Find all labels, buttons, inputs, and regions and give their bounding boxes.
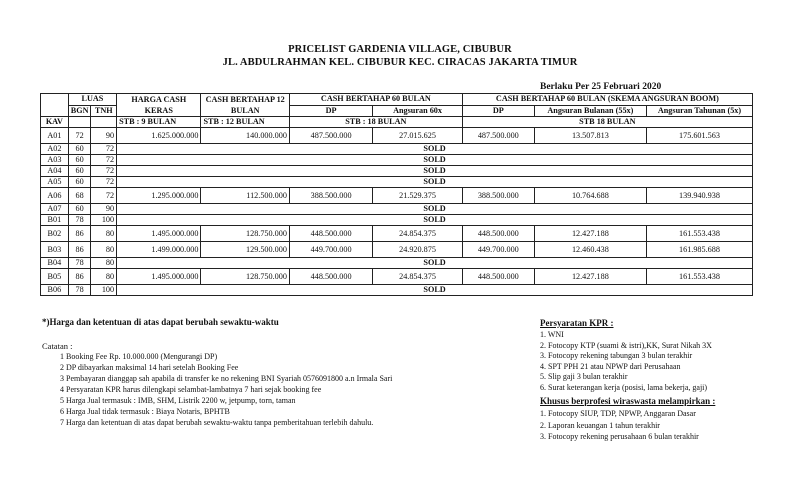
header-kav	[41, 94, 69, 117]
kpr-title: Persyaratan KPR :	[540, 318, 614, 328]
cell-dpb: 487.500.000	[462, 128, 534, 144]
notes-title: Catatan :	[42, 341, 73, 351]
header-cash-12: CASH BERTAHAP 12 BULAN	[201, 94, 289, 117]
cell-bgn: 78	[68, 285, 91, 296]
kpr-item: 5. Slip gaji 3 bulan terakhir	[540, 372, 628, 381]
note-item: 3 Pembayaran dianggap sah apabila di transfer ke no rekening BNI Syariah 0576091800 a.n Irmala Sari	[60, 374, 393, 383]
table-row	[41, 215, 753, 226]
note-item: 2 DP dibayarkan maksimal 14 hari setelah Booking Fee	[60, 363, 239, 372]
cell-c12: 112.500.000	[201, 188, 289, 204]
cell-tnh: 72	[91, 177, 117, 188]
kpr-item: 2. Fotocopy KTP (suami & istri),KK, Surat Nikah 3X	[540, 340, 712, 350]
note-item: 5 Harga Jual termasuk : IMB, SHM, Listrik 2200 w, jetpump, torn, taman	[60, 396, 296, 405]
header-luas: LUAS	[68, 94, 116, 106]
address-line: JL. ABDULRAHMAN KEL. CIBUBUR KEC. CIRACAS JAKARTA TIMUR	[222, 57, 578, 68]
cell-tnh: 72	[91, 155, 117, 166]
wiraswasta-title: Khusus berprofesi wiraswasta melampirkan :	[540, 396, 716, 406]
table-row	[41, 144, 753, 155]
cell-tnh: 100	[91, 285, 117, 296]
cell-kav: A07	[41, 204, 69, 215]
header-bgn: BGN	[68, 105, 91, 117]
table-row	[41, 258, 753, 269]
cell-bul: 10.764.688	[534, 188, 646, 204]
cell-bgn: 86	[68, 226, 91, 242]
header-angsuran-tahunan: Angsuran Tahunan (5x)	[646, 105, 752, 117]
table-row	[41, 242, 753, 258]
cell-tnh: 80	[91, 242, 117, 258]
cell-kav: A04	[41, 166, 69, 177]
stb-18: STB : 18 BULAN	[289, 117, 462, 128]
cell-ang60: 24.854.375	[373, 226, 463, 242]
cell-tnh: 72	[91, 188, 117, 204]
header-angsuran-60x: Angsuran 60x	[373, 105, 463, 117]
cell-kav: B02	[41, 226, 69, 242]
cell-bgn: 78	[68, 215, 91, 226]
cell-ang60: 24.920.875	[373, 242, 463, 258]
header-angsuran-bulanan: Angsuran Bulanan (55x)	[534, 105, 646, 117]
cell-ang60: 21.529.375	[373, 188, 463, 204]
cell-c12: 140.000.000	[201, 128, 289, 144]
cell-keras: 1.625.000.000	[117, 128, 201, 144]
cell-keras: 1.495.000.000	[117, 226, 201, 242]
effective-date: Berlaku Per 25 Februari 2020	[540, 82, 662, 92]
kpr-item: 1. WNI	[540, 330, 564, 339]
cell-sold: SOLD	[117, 258, 753, 269]
cell-bgn: 60	[68, 166, 91, 177]
cell-kav: A02	[41, 144, 69, 155]
cell-dpb: 449.700.000	[462, 242, 534, 258]
header-kav-label: KAV	[41, 117, 69, 128]
cell-tnh: 80	[91, 258, 117, 269]
cell-bgn: 86	[68, 269, 91, 285]
cell-bgn: 60	[68, 177, 91, 188]
cell-bgn: 78	[68, 258, 91, 269]
cell-sold: SOLD	[117, 215, 753, 226]
wiraswasta-item: 1. Fotocopy SIUP, TDP, NPWP, Anggaran Dasar	[540, 409, 696, 418]
table-row	[41, 166, 753, 177]
notes-list	[60, 351, 392, 428]
table-row	[41, 226, 753, 242]
header-cash-60: CASH BERTAHAP 60 BULAN	[289, 94, 462, 106]
cell-dpb: 448.500.000	[462, 226, 534, 242]
cell-dp60: 449.700.000	[289, 242, 372, 258]
wiraswasta-item: 3. Fotocopy rekening perusahaan 6 bulan terakhir	[540, 432, 699, 441]
cell-dp60: 448.500.000	[289, 226, 372, 242]
cell-kav: A06	[41, 188, 69, 204]
stb-9: STB : 9 BULAN	[117, 117, 201, 128]
cell-sold: SOLD	[117, 155, 753, 166]
note-item: 6 Harga Jual tidak termasuk : Biaya Notaris, BPHTB	[60, 407, 230, 416]
cell-tnh: 80	[91, 269, 117, 285]
cell-sold: SOLD	[117, 285, 753, 296]
note-item: 7 Harga dan ketentuan di atas dapat berubah sewaktu-waktu tanpa pemberitahuan terlebih dahulu.	[60, 418, 374, 427]
cell-kav: A05	[41, 177, 69, 188]
empty-cell	[91, 117, 117, 128]
cell-keras: 1.499.000.000	[117, 242, 201, 258]
cell-thn: 139.940.938	[646, 188, 752, 204]
cell-kav: A01	[41, 128, 69, 144]
table-row	[41, 177, 753, 188]
cell-tnh: 100	[91, 215, 117, 226]
price-rows	[41, 128, 753, 296]
stb-18-boom: STB 18 BULAN	[462, 117, 752, 128]
cell-bgn: 86	[68, 242, 91, 258]
kpr-item: 4. SPT PPH 21 atau NPWP dari Perusahaan	[540, 361, 681, 371]
cell-thn: 161.985.688	[646, 242, 752, 258]
cell-thn: 161.553.438	[646, 226, 752, 242]
cell-kav: A03	[41, 155, 69, 166]
cell-tnh: 72	[91, 166, 117, 177]
cell-bgn: 60	[68, 144, 91, 155]
cell-tnh: 80	[91, 226, 117, 242]
cell-bul: 13.507.813	[534, 128, 646, 144]
cell-dp60: 388.500.000	[289, 188, 372, 204]
cell-tnh: 90	[91, 128, 117, 144]
cell-kav: B06	[41, 285, 69, 296]
cell-c12: 128.750.000	[201, 226, 289, 242]
cell-bul: 12.427.188	[534, 226, 646, 242]
cell-dpb: 448.500.000	[462, 269, 534, 285]
empty-cell	[68, 117, 91, 128]
wiraswasta-item: 2. Laporan keuangan 1 tahun terakhir	[540, 420, 660, 430]
cell-bgn: 72	[68, 128, 91, 144]
cell-bgn: 60	[68, 204, 91, 215]
kpr-list	[540, 330, 712, 393]
cell-bgn: 68	[68, 188, 91, 204]
cell-sold: SOLD	[117, 177, 753, 188]
cell-dp60: 448.500.000	[289, 269, 372, 285]
cell-c12: 129.500.000	[201, 242, 289, 258]
table-row	[41, 204, 753, 215]
header-harga-cash-keras: HARGA CASH KERAS	[117, 94, 201, 117]
cell-sold: SOLD	[117, 144, 753, 155]
table-row	[41, 285, 753, 296]
table-row	[41, 128, 753, 144]
cell-dpb: 388.500.000	[462, 188, 534, 204]
cell-sold: SOLD	[117, 204, 753, 215]
cell-ang60: 24.854.375	[373, 269, 463, 285]
header-tnh: TNH	[91, 105, 117, 117]
cell-sold: SOLD	[117, 166, 753, 177]
cell-kav: B04	[41, 258, 69, 269]
cell-tnh: 72	[91, 144, 117, 155]
cell-kav: B05	[41, 269, 69, 285]
table-row	[41, 188, 753, 204]
disclaimer: *)Harga dan ketentuan di atas dapat berubah sewaktu-waktu	[42, 317, 279, 327]
wiraswasta-list	[540, 408, 699, 443]
kpr-item: 6. Surat keterangan kerja (posisi, lama bekerja, gaji)	[540, 382, 708, 392]
cell-kav: B03	[41, 242, 69, 258]
header-dp-boom: DP	[462, 105, 534, 117]
note-item: 4 Persyaratan KPR harus dilengkapi selambat-lambatnya 7 hari sejak booking fee	[60, 385, 322, 394]
cell-tnh: 90	[91, 204, 117, 215]
cell-bgn: 60	[68, 155, 91, 166]
cell-c12: 128.750.000	[201, 269, 289, 285]
cell-ang60: 27.015.625	[373, 128, 463, 144]
table-row	[41, 269, 753, 285]
page-title: PRICELIST GARDENIA VILLAGE, CIBUBUR	[288, 44, 512, 55]
header-cash-60-boom: CASH BERTAHAP 60 BULAN (SKEMA ANGSURAN BOOM)	[462, 94, 752, 106]
price-table	[40, 93, 753, 296]
cell-thn: 175.601.563	[646, 128, 752, 144]
stb-12: STB : 12 BULAN	[201, 117, 289, 128]
kpr-item: 3. Fotocopy rekening tabungan 3 bulan terakhir	[540, 351, 693, 360]
cell-keras: 1.495.000.000	[117, 269, 201, 285]
note-item: 1 Booking Fee Rp. 10.000.000 (Mengurangi DP)	[60, 352, 218, 361]
header-dp: DP	[289, 105, 372, 117]
cell-bul: 12.427.188	[534, 269, 646, 285]
cell-bul: 12.460.438	[534, 242, 646, 258]
cell-kav: B01	[41, 215, 69, 226]
cell-dp60: 487.500.000	[289, 128, 372, 144]
cell-thn: 161.553.438	[646, 269, 752, 285]
cell-keras: 1.295.000.000	[117, 188, 201, 204]
table-row	[41, 155, 753, 166]
